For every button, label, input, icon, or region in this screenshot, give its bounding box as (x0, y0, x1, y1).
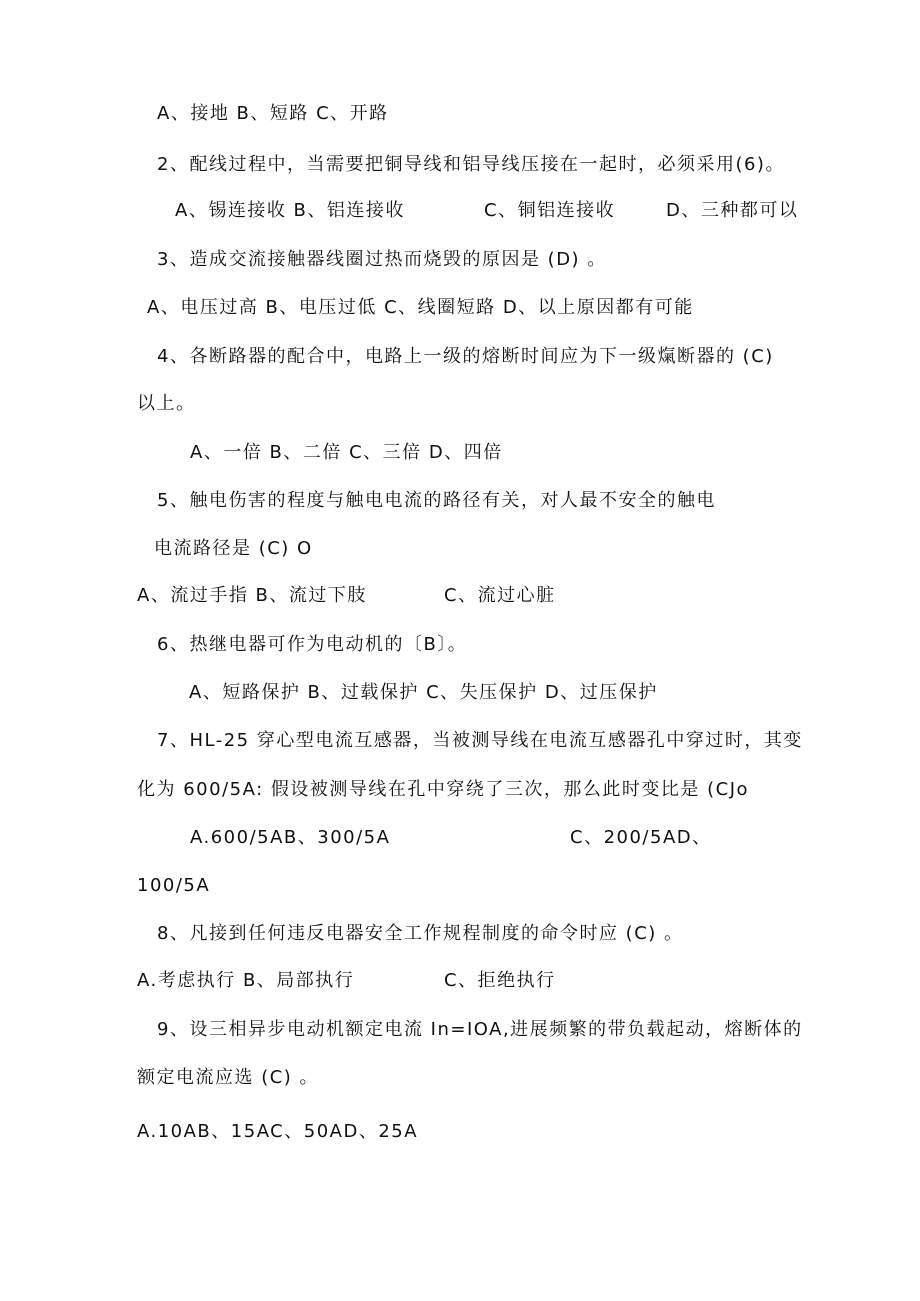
question-text: 4、各断路器的配合中，电路上一级的熔断时间应为下一级熂断器的 (C) (157, 346, 774, 367)
option-line: A、锡连接收 B、铝连接收 (175, 200, 405, 221)
option-line: A.10AB、15AC、50AD、25A (137, 1121, 419, 1142)
option-line: A、接地 B、短路 C、开路 (157, 103, 389, 124)
question-text: 化为 600/5A: 假设被测导线在孔中穿绕了三次，那么此时变比是 (CJo (137, 779, 750, 800)
question-text: 7、HL-25 穿心型电流互感器，当被测导线在电流互感器孔中穿过时，其变 (157, 730, 803, 751)
option-line: A、流过手指 B、流过下肢 (137, 585, 367, 606)
option-line: A、短路保护 B、过载保护 C、失压保护 D、过压保护 (189, 682, 658, 703)
question-text: 8、凡接到任何违反电器安全工作规程制度的命令时应 (C) 。 (157, 923, 684, 944)
option-line: C、拒绝执行 (444, 970, 556, 991)
option-line: D、三种都可以 (666, 200, 799, 221)
question-text: 9、设三相异步电动机额定电流 In=IOA,进展频繁的带负载起动，熔断体的 (157, 1019, 803, 1040)
option-line: A、电压过高 B、电压过低 C、线圈短路 D、以上原因都有可能 (147, 297, 694, 318)
option-line: C、流过心脏 (444, 585, 556, 606)
option-line: A.考虑执行 B、局部执行 (137, 970, 355, 991)
option-line: A、一倍 B、二倍 C、三倍 D、四倍 (190, 442, 503, 463)
question-text: 电流路径是 (C) O (154, 538, 313, 559)
question-text: 3、造成交流接触器线圈过热而烧毁的原因是 (D) 。 (157, 249, 607, 270)
option-line: 100/5A (137, 875, 211, 896)
option-line: C、200/5AD、 (570, 827, 712, 848)
option-line: C、铜铝连接收 (484, 200, 616, 221)
question-text: 5、触电伤害的程度与触电电流的路径有关，对人最不安全的触电 (157, 490, 716, 511)
option-line: A.600/5AB、300/5A (190, 827, 391, 848)
question-text: 以上。 (137, 393, 196, 414)
question-text: 额定电流应选 (C) 。 (137, 1067, 320, 1088)
question-text: 2、配线过程中，当需要把铜导线和铝导线压接在一起时，必须采用(6)。 (157, 154, 785, 175)
question-text: 6、热继电器可作为电动机的〔B〕。 (157, 634, 468, 655)
